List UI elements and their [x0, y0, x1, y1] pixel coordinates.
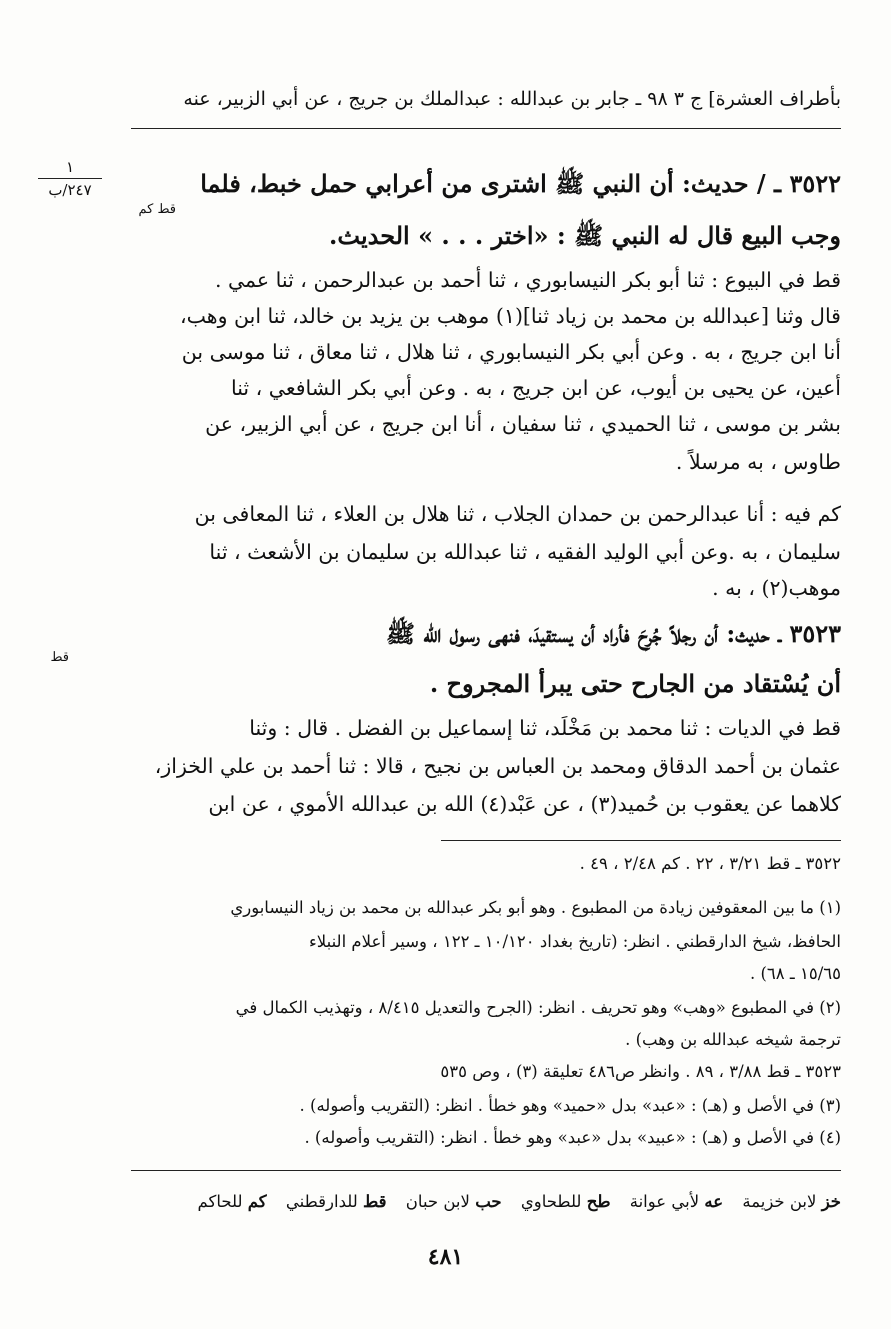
hadith-3523-text-line: قط في الديات : ثنا محمد بن مَخْلَد، ثنا إسماعيل بن الفضل . قال : وثنا: [249, 716, 841, 740]
hadith-3522-text-line: بشر بن موسى ، ثنا الحميدي ، ثنا سفيان ، أنا ابن جريج ، عن أبي الزبير، عن: [205, 412, 841, 436]
hadith-3523-title-cont: أن يُسْتقاد من الجارح حتى يبرأ المجروح .: [429, 669, 841, 698]
margin-folio-note: [30, 158, 110, 199]
footnote-line: (٤) في الأصل و (هـ) : «عبيد» بدل «عبد» وهو خطأ . انظر: (التقريب وأصوله) .: [304, 1128, 841, 1147]
hadith-3523-text-line: كلاهما عن يعقوب بن حُميد(٣) ، عن عَبْد(٤) الله بن عبدالله الأموي ، عن ابن: [208, 792, 841, 816]
hadith-3523-text-line: عثمان بن أحمد الدقاق ومحمد بن العباس بن نجيح ، قالا : ثنا أحمد بن علي الخزاز،: [154, 754, 841, 778]
hadith-3522-text-line: أعين، عن يحيى بن أيوب، عن ابن جريج ، به . وعن أبي بكر الشافعي ، ثنا: [230, 376, 841, 400]
footnote-line: (٣) في الأصل و (هـ) : «عبد» بدل «حميد» وهو خطأ . انظر: (التقريب وأصوله) .: [299, 1096, 841, 1115]
footnote-rule: [441, 840, 841, 841]
abbr-item: طح للطحاوي: [520, 1192, 611, 1211]
running-header: بأطراف العشرة] ج ٣ ٩٨ ـ جابر بن عبدالله : عبدالملك بن جريج ، عن أبي الزبير، عنه: [183, 88, 841, 110]
footnote-line: ٣٥٢٢ ـ قط ٣/٢١ ، ٢٢ . كم ٢/٤٨ ، ٤٩ .: [579, 854, 841, 873]
hadith-3522-text-line: قط في البيوع : ثنا أبو بكر النيسابوري ، ثنا أحمد بن عبدالرحمن ، ثنا عمي .: [214, 268, 841, 292]
margin-note-top: ١: [65, 158, 75, 176]
hadith-3522-text-line: قال وثنا [عبدالله بن محمد بن زياد ثنا](١) موهب بن يزيد بن خالد، ثنا ابن وهب،: [180, 304, 841, 328]
footnote-line: ١٥/٦٥ ـ ٦٨) .: [749, 964, 841, 983]
hadith-3522-title-cont: وجب البيع قال له النبي ﷺ : «اختر . . . » الحديث.: [329, 221, 841, 250]
abbreviations-legend: [184, 1192, 841, 1211]
hadith-3522-text-line: موهب(٢) ، به .: [712, 576, 841, 600]
hadith-3522-sources-mark: قط كم: [138, 202, 176, 217]
abbr-item: كم للحاكم: [197, 1192, 267, 1211]
abbr-item: قط للدارقطني: [285, 1192, 387, 1211]
hadith-3522-text-line: طاوس ، به مرسلاً .: [675, 450, 841, 474]
hadith-3523-sources-mark: قط: [50, 650, 69, 665]
hadith-3522-text-line: سليمان ، به .وعن أبي الوليد الفقيه ، ثنا عبدالله بن سليمان بن الأشعث ، ثنا: [209, 540, 841, 564]
header-rule: [131, 128, 841, 129]
footnote-line: ٣٥٢٣ ـ قط ٣/٨٨ ، ٨٩ . وانظر ص٤٨٦ تعليقة (٣) ، وص ٥٣٥: [440, 1062, 841, 1081]
footnote-line: (١) ما بين المعقوفين زيادة من المطبوع . وهو أبو بكر عبدالله بن محمد بن زياد النيسابوري: [230, 898, 841, 917]
hadith-3522-title: ٣٥٢٢ ـ / حديث: أن النبي ﷺ اشترى من أعرابي حمل خبط، فلما: [200, 169, 841, 198]
margin-note-bottom: ٢٤٧/ب: [38, 178, 102, 199]
page-number: ٤٨١: [427, 1244, 464, 1270]
footnote-line: (٢) في المطبوع «وهب» وهو تحريف . انظر: (الجرح والتعديل ٨/٤١٥ ، وتهذيب الكمال في: [235, 998, 841, 1017]
hadith-3522-text-line: أنا ابن جريج ، به . وعن أبي بكر النيسابوري ، ثنا هلال ، ثنا معاق ، ثنا موسى بن: [181, 340, 841, 364]
hadith-3522-text-line: كم فيه : أنا عبدالرحمن بن حمدان الجلاب ، ثنا هلال بن العلاء ، ثنا المعافى بن: [194, 502, 841, 526]
abbr-item: عه لأبي عوانة: [629, 1192, 724, 1211]
footnote-line: ترجمة شيخه عبدالله بن وهب) .: [625, 1030, 841, 1049]
footer-rule: [131, 1170, 841, 1171]
abbr-item: خز لابن خزيمة: [742, 1192, 841, 1211]
footnote-line: الحافظ، شيخ الدارقطني . انظر: (تاريخ بغداد ١٠/١٢٠ ـ ١٢٢ ، وسير أعلام النبلاء: [308, 932, 841, 951]
abbr-item: حب لابن حبان: [405, 1192, 502, 1211]
hadith-3523-title: ٣٥٢٣ ـ حديث: أن رجلاً جُرِحَ فأراد أن يستقيدَ، فنهى رسول الله ﷺ: [385, 619, 841, 648]
